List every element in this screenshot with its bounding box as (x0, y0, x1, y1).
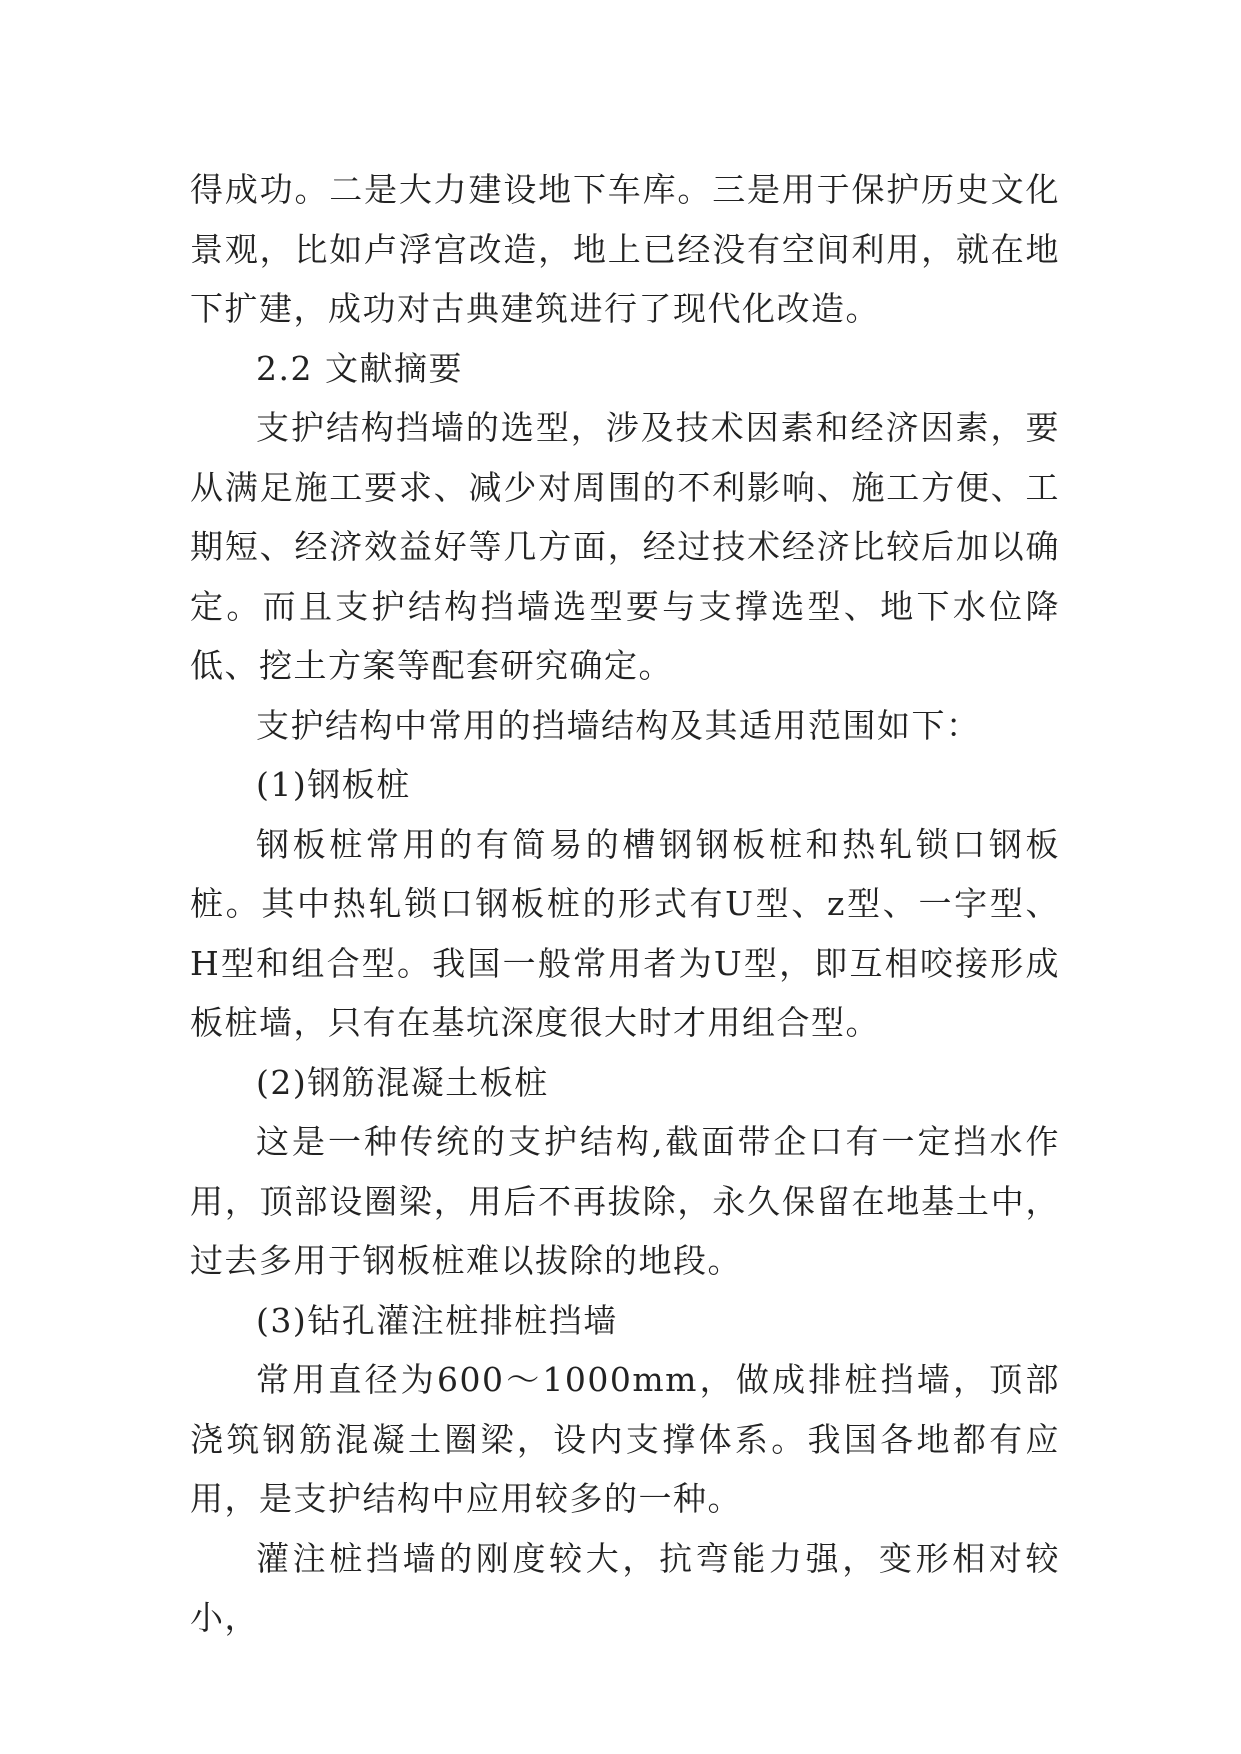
paragraph-bored-pile-wall: 常用直径为600～1000mm，做成排桩挡墙，顶部浇筑钢筋混凝土圈梁，设内支撑体系。我国各地都有应用，是支护结构中应用较多的一种。 (190, 1360, 1060, 1518)
paragraph-retaining-wall-selection: 支护结构挡墙的选型，涉及技术因素和经济因素，要从满足施工要求、减少对周围的不利影响、施工方便、工期短、经济效益好等几方面，经过技术经济比较后加以确定。而且支护结构挡墙选型要与支撑选型、地下水位降低、挖土方案等配套研究确定。 (190, 408, 1060, 685)
paragraph-continuation: 得成功。二是大力建设地下车库。三是用于保护历史文化景观，比如卢浮宫改造，地上已经没有空间利用，就在地下扩建，成功对古典建筑进行了现代化改造。 (190, 170, 1060, 328)
paragraph-rc-sheet-pile: 这是一种传统的支护结构,截面带企口有一定挡水作用，顶部设圈梁，用后不再拔除，永久保留在地基土中，过去多用于钢板桩难以拔除的地段。 (190, 1122, 1060, 1280)
subheading-steel-sheet-pile: (1)钢板桩 (256, 765, 411, 804)
subheading-rc-sheet-pile: (2)钢筋混凝土板桩 (256, 1062, 549, 1102)
section-heading-2-2: 2.2 文献摘要 (256, 348, 463, 388)
paragraph-common-structures-intro: 支护结构中常用的挡墙结构及其适用范围如下： (256, 705, 981, 745)
subheading-bored-pile-wall: (3)钻孔灌注桩排桩挡墙 (256, 1300, 618, 1340)
document-body (190, 160, 1060, 1648)
paragraph-steel-sheet-pile: 钢板桩常用的有简易的槽钢钢板桩和热轧锁口钢板桩。其中热轧锁口钢板桩的形式有U型、z型、一字型、H型和组合型。我国一般常用者为U型，即互相咬接形成板桩墙，只有在基坑深度很大时才用组合型。 (190, 824, 1060, 1042)
paragraph-bored-pile-stiffness: 灌注桩挡墙的刚度较大，抗弯能力强，变形相对较小， (190, 1538, 1060, 1637)
